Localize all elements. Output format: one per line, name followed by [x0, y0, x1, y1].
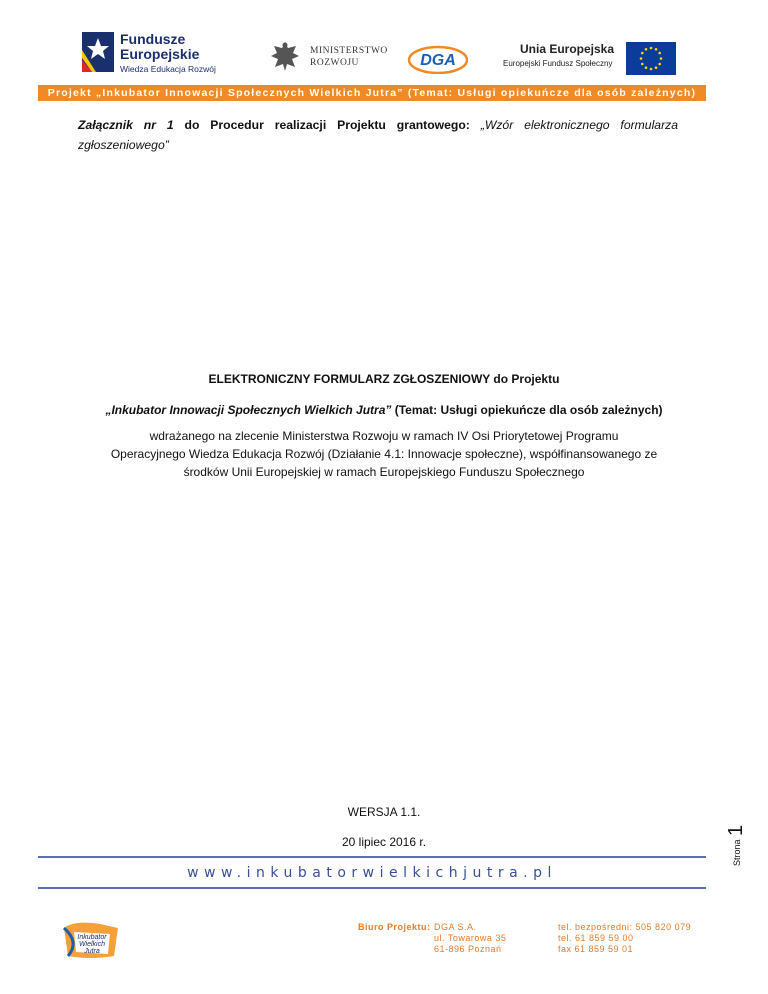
dga-logo — [408, 44, 468, 74]
logo-text-3: Jutra — [84, 948, 100, 955]
dga-logo-text: DGA — [420, 52, 456, 69]
page-num-value: 1 — [725, 824, 747, 836]
office-contacts — [558, 922, 691, 955]
office-label: Biuro Projektu: — [358, 922, 431, 932]
fe-logo-line1: Fundusze — [120, 31, 186, 47]
annex-title: „Wzór elektronicznego formularza zgłoszeniowego” — [78, 118, 678, 152]
annex-text: do Procedur realizacji Projektu grantowego: — [173, 118, 481, 132]
eu-logo-line2: Europejski Fundusz Społeczny — [503, 59, 613, 68]
eagle-emblem-icon — [268, 40, 302, 74]
page-label: Strona — [732, 839, 742, 866]
ministry-logo — [268, 40, 398, 76]
footer-url: www.inkubatorwielkichjutra.pl — [187, 865, 557, 881]
address-line-2: ul. Towarowa 35 — [434, 933, 507, 943]
eu-flag-icon — [626, 42, 676, 75]
project-title — [70, 403, 698, 417]
page-number — [720, 808, 748, 868]
contact-line-2: tel. 61 859 59 00 — [558, 933, 634, 943]
ministry-line2: ROZWOJU — [310, 58, 359, 68]
logo-text-2: Wielkich — [79, 941, 105, 948]
eu-logo-line1: Unia Europejska — [520, 42, 615, 56]
address-line-1: DGA S.A. — [434, 922, 477, 932]
fundusze-europejskie-logo — [82, 30, 242, 78]
desc-line-3: środków Unii Europejskiej w ramach Europejskiego Funduszu Społecznego — [183, 465, 585, 479]
version-label: WERSJA 1.1. — [347, 805, 421, 819]
desc-line-1: wdrażanego na zlecenie Ministerstwa Rozwoju w ramach IV Osi Priorytetowej Programu — [149, 429, 619, 443]
inkubator-logo — [60, 918, 124, 962]
desc-line-2: Operacyjnego Wiedza Edukacja Rozwój (Działanie 4.1: Innowacje społeczne), współfinansowanego ze — [110, 447, 658, 461]
project-topic: (Temat: Usługi opiekuńcze dla osób zależnych) — [391, 403, 663, 417]
ministry-line1: MINISTERSTWO — [310, 46, 388, 56]
footer-top-line — [38, 856, 706, 858]
project-banner: Projekt „Inkubator Innowacji Społecznych Wielkich Jutra” (Temat: Usługi opiekuńcze dla osób zależnych) — [38, 85, 706, 101]
contact-line-1: tel. bezpośredni: 505 820 079 — [558, 922, 692, 932]
fe-logo-line2: Europejskie — [120, 46, 200, 62]
footer-bottom-line — [38, 887, 706, 889]
address-line-3: 61-896 Poznań — [434, 944, 502, 954]
form-title: ELEKTRONICZNY FORMULARZ ZGŁOSZENIOWY do Projektu — [208, 372, 560, 386]
logo-text-1: Inkubator — [77, 934, 107, 941]
project-name: „Inkubator Innowacji Społecznych Wielkich Jutra” — [105, 403, 392, 417]
eu-logo — [500, 38, 680, 78]
project-description — [70, 427, 698, 481]
office-address — [434, 922, 506, 955]
contact-line-3: fax 61 859 59 01 — [558, 944, 634, 954]
date-label: 20 lipiec 2016 r. — [341, 835, 427, 849]
annex-paragraph — [78, 115, 678, 155]
fe-logo-line3: Wiedza Edukacja Rozwój — [120, 64, 216, 74]
annex-label: Załącznik nr 1 — [78, 118, 174, 132]
fe-star-icon — [82, 32, 114, 72]
